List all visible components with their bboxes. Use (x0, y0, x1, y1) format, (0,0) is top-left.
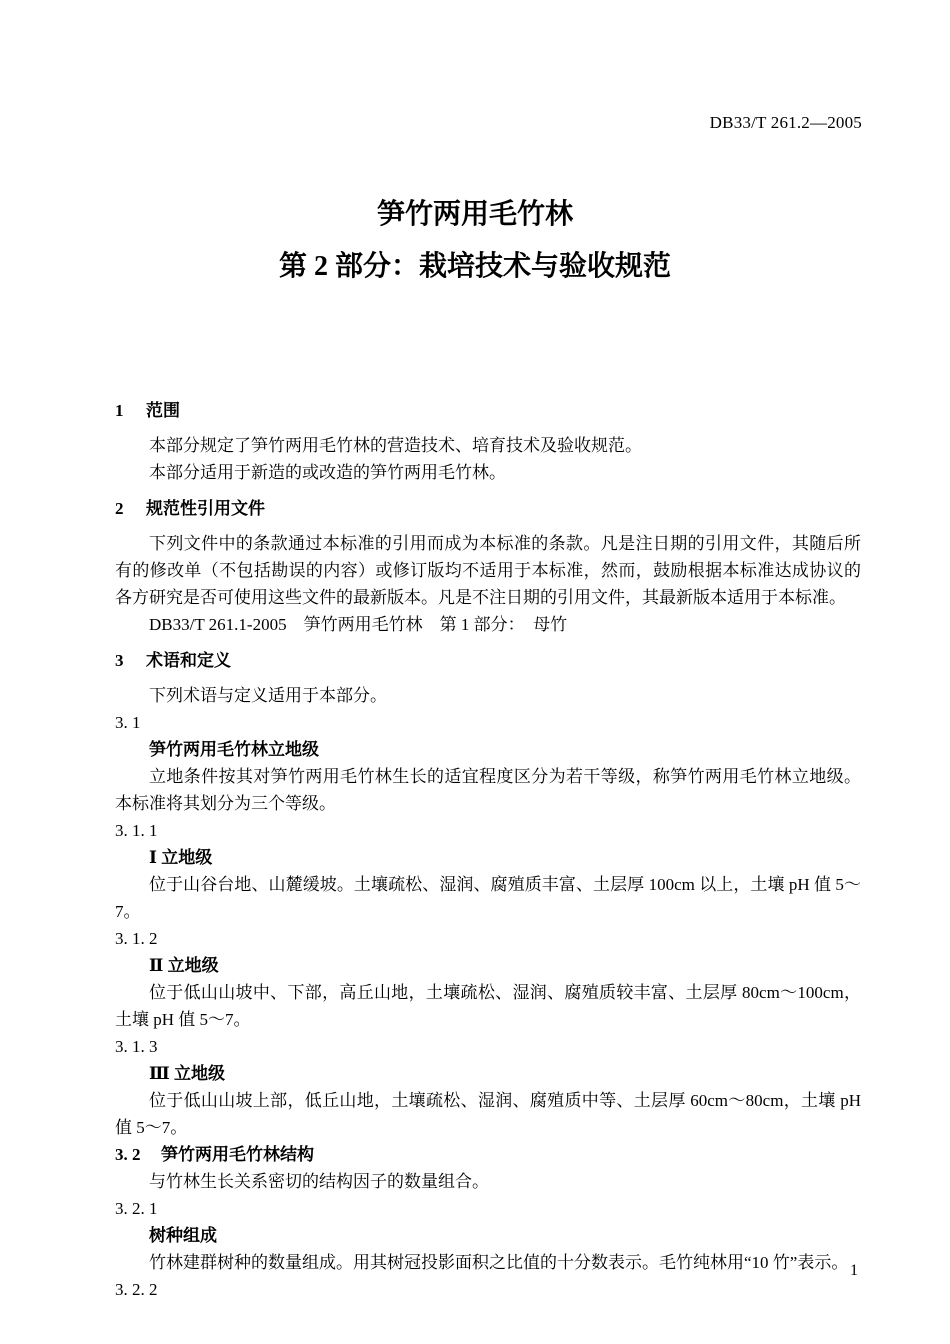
doc-code: DB33/T 261.2—2005 (709, 113, 862, 132)
clause-number: 3. 2. 1 (115, 1199, 158, 1218)
clause-section-heading (115, 1141, 861, 1168)
clause-number: 3. 1. 3 (115, 1037, 158, 1056)
title-block (0, 198, 950, 284)
doc-title: 笋竹两用毛竹林 (376, 199, 573, 230)
clause-number: 3. 2. 2 (115, 1280, 158, 1299)
section-heading (115, 647, 861, 674)
section-heading (115, 495, 861, 522)
section-number: 3. 2 (115, 1145, 141, 1164)
clause-title: 树种组成 (149, 1226, 217, 1245)
clause-title: 笋竹两用毛竹林立地级 (149, 740, 319, 759)
clause-title: Ⅱ 立地级 (149, 956, 219, 975)
section-number: 1 (115, 401, 124, 420)
section-number: 3 (115, 651, 124, 670)
doc-subtitle: 第 2 部分：栽培技术与验收规范 (278, 251, 671, 282)
paragraph: 与竹林生长关系密切的结构因子的数量组合。 (149, 1172, 489, 1191)
paragraph: DB33/T 261.1-2005 笋竹两用毛竹林 第 1 部分： 母竹 (149, 615, 568, 634)
clause-number: 3. 1. 1 (115, 821, 158, 840)
paragraph: 本部分规定了笋竹两用毛竹林的营造技术、培育技术及验收规范。 (149, 436, 642, 455)
section-title: 术语和定义 (146, 651, 231, 670)
section-title: 范围 (146, 401, 180, 420)
paragraph: 下列文件中的条款通过本标准的引用而成为本标准的条款。凡是注日期的引用文件，其随后所有的修改单（不包括勘误的内容）或修订版均不适用于本标准，然而，鼓励根据本标准达成协议的各方研究是否可使用这些文件的最新版本。凡是不注日期的引用文件，其最新版本适用于本标准。 (115, 534, 861, 607)
clause-title: Ⅲ 立地级 (149, 1064, 225, 1083)
paragraph: 立地条件按其对笋竹两用毛竹林生长的适宜程度区分为若干等级，称笋竹两用毛竹林立地级。本标准将其划分为三个等级。 (115, 767, 861, 813)
paragraph: 位于山谷台地、山麓缓坡。土壤疏松、湿润、腐殖质丰富、土层厚 100cm 以上，土壤 pH 值 5～7。 (115, 875, 861, 921)
paragraph: 位于低山山坡中、下部，高丘山地，土壤疏松、湿润、腐殖质较丰富、土层厚 80cm～100cm，土壤 pH 值 5～7。 (115, 983, 861, 1029)
paragraph: 下列术语与定义适用于本部分。 (149, 686, 387, 705)
paragraph: 位于低山山坡上部，低丘山地，土壤疏松、湿润、腐殖质中等、土层厚 60cm～80cm，土壤 pH 值 5～7。 (115, 1091, 861, 1137)
page-number: 1 (850, 1262, 858, 1279)
paragraph: 本部分适用于新造的或改造的笋竹两用毛竹林。 (149, 463, 506, 482)
clause-number: 3. 1 (115, 713, 141, 732)
section-title: 规范性引用文件 (146, 499, 265, 518)
section-title: 笋竹两用毛竹林结构 (161, 1145, 314, 1164)
paragraph: 竹林建群树种的数量组成。用其树冠投影面积之比值的十分数表示。毛竹纯林用“10 竹”表示。 (149, 1253, 849, 1272)
clause-title: Ⅰ 立地级 (149, 848, 213, 867)
clause-number: 3. 1. 2 (115, 929, 158, 948)
section-heading (115, 397, 861, 424)
section-number: 2 (115, 499, 124, 518)
document-body (115, 388, 861, 1303)
